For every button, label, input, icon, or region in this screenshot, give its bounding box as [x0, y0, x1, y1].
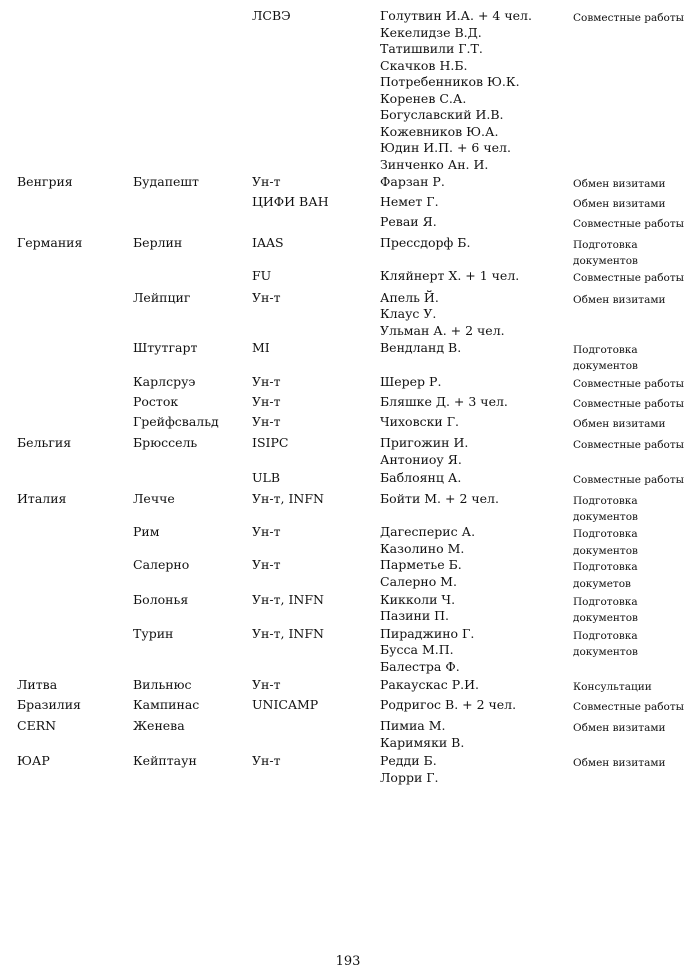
- cooperation-type-cell: Обмен визитами: [573, 722, 666, 734]
- country-cell: Венгрия: [17, 174, 73, 189]
- person-cell: Пригожин И.: [380, 435, 469, 450]
- person-cell: Пираджино Г.: [380, 626, 475, 641]
- table-row: [0, 659, 696, 679]
- table-row: [0, 574, 696, 594]
- city-cell: Болонья: [133, 592, 189, 607]
- cooperation-type-cell: Подготовка: [573, 561, 638, 573]
- table-row: [0, 214, 696, 234]
- table-row: [0, 697, 696, 717]
- person-cell: Коренев С.А.: [380, 91, 467, 106]
- city-cell: Карлсруэ: [133, 374, 196, 389]
- person-cell: Балестра Ф.: [380, 659, 460, 674]
- institution-cell: Ун-т: [252, 524, 281, 539]
- city-cell: Лечче: [133, 491, 175, 506]
- city-cell: Женева: [133, 718, 185, 733]
- institution-cell: Ун-т: [252, 677, 281, 692]
- institution-cell: IAAS: [252, 235, 284, 250]
- table-row: [0, 174, 696, 194]
- person-cell: Прессдорф Б.: [380, 235, 471, 250]
- institution-cell: FU: [252, 268, 272, 283]
- institution-cell: ЛСВЭ: [252, 8, 291, 23]
- person-cell: Пазини П.: [380, 608, 450, 623]
- table-row: [0, 735, 696, 755]
- institution-cell: Ун-т, INFN: [252, 592, 324, 607]
- person-cell: Салерно М.: [380, 574, 457, 589]
- person-cell: Бойти М. + 2 чел.: [380, 491, 499, 506]
- person-cell: Чиховски Г.: [380, 414, 459, 429]
- person-cell: Голутвин И.А. + 4 чел.: [380, 8, 532, 23]
- cooperation-type-cell: Совместные работы: [573, 701, 685, 713]
- institution-cell: Ун-т: [252, 414, 281, 429]
- country-cell: CERN: [17, 718, 57, 733]
- cooperation-type-cell: Совместные работы: [573, 439, 685, 451]
- country-cell: Литва: [17, 677, 58, 692]
- table-row: [0, 356, 696, 376]
- city-cell: Салерно: [133, 557, 190, 572]
- cooperation-type-cell: Обмен визитами: [573, 418, 666, 430]
- cooperation-type-cell: документов: [573, 255, 638, 267]
- cooperation-type-cell: Подготовка: [573, 528, 638, 540]
- cooperation-type-cell: Совместные работы: [573, 398, 685, 410]
- person-cell: Ракаускас Р.И.: [380, 677, 479, 692]
- cooperation-type-cell: документов: [573, 360, 638, 372]
- person-cell: Кикколи Ч.: [380, 592, 456, 607]
- institution-cell: UNICAMP: [252, 697, 319, 712]
- person-cell: Редди Б.: [380, 753, 437, 768]
- person-cell: Ульман А. + 2 чел.: [380, 323, 505, 338]
- city-cell: Кейптаун: [133, 753, 197, 768]
- table-row: [0, 608, 696, 628]
- cooperation-type-cell: Обмен визитами: [573, 198, 666, 210]
- table-row: [0, 677, 696, 697]
- institution-cell: Ун-т: [252, 290, 281, 305]
- table-row: [0, 770, 696, 790]
- person-cell: Скачков Н.Б.: [380, 58, 468, 73]
- institution-cell: Ун-т: [252, 374, 281, 389]
- institution-cell: MI: [252, 340, 270, 355]
- person-cell: Потребенников Ю.К.: [380, 74, 520, 89]
- person-cell: Богуславский И.В.: [380, 107, 504, 122]
- person-cell: Кожевников Ю.А.: [380, 124, 499, 139]
- institution-cell: ULB: [252, 470, 281, 485]
- country-cell: Германия: [17, 235, 83, 250]
- person-cell: Пимиа М.: [380, 718, 446, 733]
- person-cell: Клаус У.: [380, 306, 437, 321]
- page-number: 193: [335, 954, 361, 969]
- person-cell: Реваи Я.: [380, 214, 437, 229]
- institution-cell: ISIPC: [252, 435, 289, 450]
- cooperation-type-cell: документов: [573, 646, 638, 658]
- person-cell: Лорри Г.: [380, 770, 439, 785]
- institution-cell: ЦИФИ ВАН: [252, 194, 329, 209]
- cooperation-type-cell: Консультации: [573, 681, 652, 693]
- person-cell: Бляшке Д. + 3 чел.: [380, 394, 508, 409]
- person-cell: Кекелидзе В.Д.: [380, 25, 482, 40]
- person-cell: Юдин И.П. + 6 чел.: [380, 140, 511, 155]
- country-cell: Бразилия: [17, 697, 81, 712]
- cooperation-type-cell: документов: [573, 545, 638, 557]
- table-row: [0, 470, 696, 490]
- cooperation-type-cell: Совместные работы: [573, 272, 685, 284]
- city-cell: Брюссель: [133, 435, 198, 450]
- cooperation-type-cell: Обмен визитами: [573, 757, 666, 769]
- cooperation-type-cell: Подготовка: [573, 596, 638, 608]
- city-cell: Штутгарт: [133, 340, 198, 355]
- cooperation-type-cell: Совместные работы: [573, 474, 685, 486]
- country-cell: Бельгия: [17, 435, 72, 450]
- cooperation-type-cell: Совместные работы: [573, 12, 685, 24]
- person-cell: Казолино М.: [380, 541, 465, 556]
- cooperation-type-cell: Подготовка: [573, 495, 638, 507]
- cooperation-type-cell: Обмен визитами: [573, 294, 666, 306]
- person-cell: Татишвили Г.Т.: [380, 41, 483, 56]
- person-cell: Родригос В. + 2 чел.: [380, 697, 517, 712]
- city-cell: Турин: [133, 626, 174, 641]
- table-row: [0, 414, 696, 434]
- institution-cell: Ун-т: [252, 174, 281, 189]
- person-cell: Фарзан Р.: [380, 174, 445, 189]
- city-cell: Лейпциг: [133, 290, 191, 305]
- cooperation-type-cell: документов: [573, 612, 638, 624]
- institution-cell: Ун-т: [252, 753, 281, 768]
- city-cell: Вильнюс: [133, 677, 192, 692]
- person-cell: Немет Г.: [380, 194, 439, 209]
- cooperation-type-cell: Подготовка: [573, 630, 638, 642]
- institution-cell: Ун-т: [252, 394, 281, 409]
- city-cell: Кампинас: [133, 697, 200, 712]
- city-cell: Грейфсвальд: [133, 414, 219, 429]
- table-row: [0, 268, 696, 288]
- person-cell: Апель Й.: [380, 290, 439, 305]
- country-cell: ЮАР: [17, 753, 50, 768]
- person-cell: Зинченко Ан. И.: [380, 157, 489, 172]
- person-cell: Каримяки В.: [380, 735, 465, 750]
- country-cell: Италия: [17, 491, 67, 506]
- table-row: [0, 374, 696, 394]
- table-row: [0, 452, 696, 472]
- cooperation-type-cell: Совместные работы: [573, 218, 685, 230]
- cooperation-type-cell: Подготовка: [573, 344, 638, 356]
- city-cell: Берлин: [133, 235, 183, 250]
- person-cell: Кляйнерт Х. + 1 чел.: [380, 268, 520, 283]
- city-cell: Росток: [133, 394, 179, 409]
- cooperation-type-cell: Совместные работы: [573, 378, 685, 390]
- person-cell: Шерер Р.: [380, 374, 442, 389]
- table-row: [0, 194, 696, 214]
- city-cell: Рим: [133, 524, 160, 539]
- person-cell: Дагеспeрис А.: [380, 524, 476, 539]
- cooperation-type-cell: Обмен визитами: [573, 178, 666, 190]
- person-cell: Вендланд В.: [380, 340, 462, 355]
- cooperation-type-cell: документов: [573, 511, 638, 523]
- table-row: [0, 394, 696, 414]
- person-cell: Баблоянц А.: [380, 470, 462, 485]
- cooperation-type-cell: Подготовка: [573, 239, 638, 251]
- city-cell: Будапешт: [133, 174, 199, 189]
- institution-cell: Ун-т, INFN: [252, 626, 324, 641]
- person-cell: Антониоу Я.: [380, 452, 462, 467]
- person-cell: Бусса М.П.: [380, 642, 454, 657]
- cooperation-type-cell: докуметов: [573, 578, 631, 590]
- institution-cell: Ун-т, INFN: [252, 491, 324, 506]
- institution-cell: Ун-т: [252, 557, 281, 572]
- person-cell: Парметье Б.: [380, 557, 462, 572]
